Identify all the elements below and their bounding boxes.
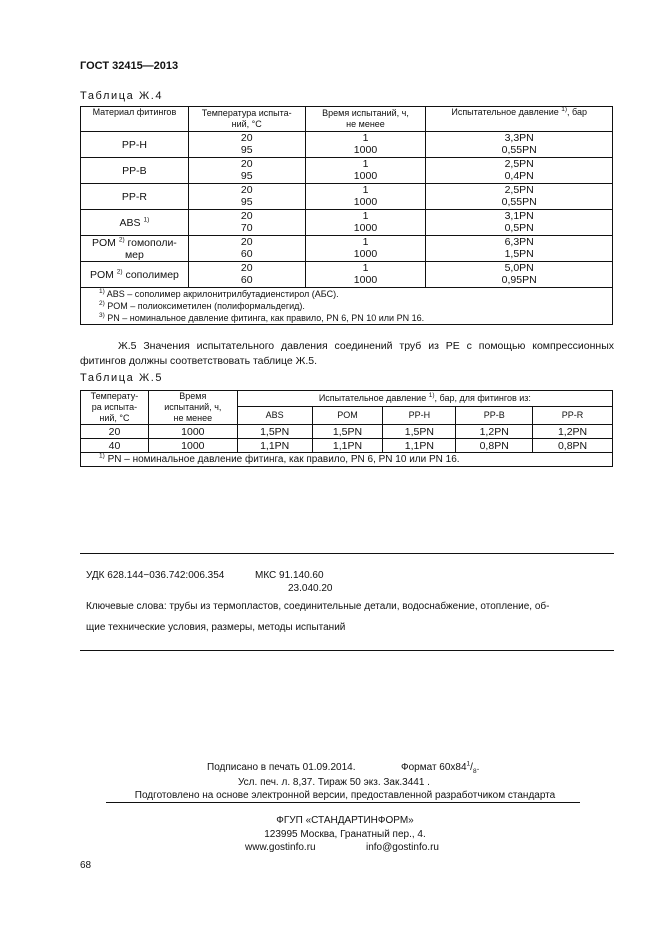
imprint-prepared: Подготовлено на основе электронной версии, предоставленной разработчиком стандарта	[134, 790, 556, 801]
footnote: $^{3)}$ PN – номинальное давление фитинга, как правило, PN 6, PN 10 или PN 16.	[99, 312, 425, 323]
cell-pressure: 1,1PN	[237, 439, 312, 453]
col-header-material-pom: POM	[312, 407, 383, 425]
cell-temperature: 20	[81, 425, 149, 439]
cell-pressure: 1,1PN	[383, 439, 456, 453]
cell-pressure: 2,5PN 0,4PN	[426, 158, 613, 184]
cell-pressure: 1,5PN	[237, 425, 312, 439]
footnotes-cell	[81, 288, 613, 325]
col-header-material: Материал фитингов	[81, 107, 189, 132]
col-header-temperature: Температу- ра испыта- ний, °С	[81, 391, 149, 425]
col-header-pressure: Испытательное давление $^{1)}$, бар	[426, 107, 613, 132]
footnote: $^{2)}$ POM – полиоксиметилен (полиформальдегид).	[99, 300, 305, 311]
cell-pressure: 3,3PN 0,55PN	[426, 132, 613, 158]
imprint-rule	[106, 802, 580, 803]
cell-temperature: 20 95	[188, 184, 305, 210]
mks-code-2: 23.040.20	[288, 583, 333, 594]
cell-material: PP-R	[81, 184, 189, 210]
table-footnotes	[81, 453, 613, 467]
table-row	[81, 132, 613, 158]
paragraph-zh5: Ж.5 Значения испытательного давления соединений труб из PE с помощью компрессионных фитингов должны соответствовать таблице Ж.5.	[80, 340, 614, 367]
cell-time: 1 1000	[305, 132, 426, 158]
cell-material: ABS $^{1)}$	[81, 210, 189, 236]
imprint-print-info: Усл. печ. л. 8,37. Тираж 50 экз. Зак.3441 .	[238, 777, 430, 788]
cell-time: 1000	[148, 425, 237, 439]
col-header-material-abs: ABS	[237, 407, 312, 425]
cell-temperature: 20 95	[188, 158, 305, 184]
table-footnotes	[81, 288, 613, 325]
table-row	[81, 262, 613, 288]
col-header-material-pp-b: PP-B	[456, 407, 533, 425]
table-row	[81, 210, 613, 236]
section-divider	[80, 650, 614, 651]
cell-material: PP-B	[81, 158, 189, 184]
cell-temperature: 20 60	[188, 236, 305, 262]
col-header-time: Время испытаний, ч, не менее	[305, 107, 426, 132]
cell-time: 1 1000	[305, 236, 426, 262]
cell-pressure: 1,5PN	[383, 425, 456, 439]
keywords-line1: Ключевые слова: трубы из термопластов, соединительные детали, водоснабжение, отопление, об-	[86, 601, 550, 612]
cell-pressure: 1,1PN	[312, 439, 383, 453]
col-header-material-pp-h: PP-H	[383, 407, 456, 425]
col-header-temperature: Температура испыта- ний, °С	[188, 107, 305, 132]
table-zh5	[80, 390, 613, 467]
table-row	[81, 236, 613, 262]
publisher-email[interactable]: info@gostinfo.ru	[366, 842, 439, 853]
udk-code: УДК 628.144−036.742:006.354	[86, 570, 225, 581]
cell-material: PP-H	[81, 132, 189, 158]
table-zh4	[80, 106, 613, 325]
imprint-signed: Подписано в печать 01.09.2014.	[207, 762, 356, 773]
cell-pressure: 0,8PN	[533, 439, 613, 453]
cell-temperature: 20 60	[188, 262, 305, 288]
document-header: ГОСТ 32415—2013	[80, 60, 179, 72]
cell-pressure: 1,2PN	[456, 425, 533, 439]
table4-caption: Таблица Ж.4	[80, 90, 164, 102]
cell-temperature: 20 95	[188, 132, 305, 158]
cell-temperature: 20 70	[188, 210, 305, 236]
cell-pressure: 6,3PN 1,5PN	[426, 236, 613, 262]
cell-material: POM $^{2)}$ гомополи- мер	[81, 236, 189, 262]
keywords-line2: щие технические условия, размеры, методы испытаний	[86, 622, 346, 633]
page-number: 68	[80, 860, 92, 871]
footnote: $^{1)}$ PN – номинальное давление фитинга, как правило, PN 6, PN 10 или PN 16.	[81, 453, 613, 467]
col-header-pressure: Испытательное давление $^{1)}$, бар, для фитингов из:	[237, 391, 612, 407]
col-header-time: Время испытаний, ч, не менее	[148, 391, 237, 425]
cell-pressure: 1,5PN	[312, 425, 383, 439]
cell-pressure: 0,8PN	[456, 439, 533, 453]
cell-pressure: 3,1PN 0,5PN	[426, 210, 613, 236]
mks-code: МКС 91.140.60	[255, 570, 324, 581]
cell-pressure: 1,2PN	[533, 425, 613, 439]
cell-time: 1 1000	[305, 262, 426, 288]
cell-time: 1 1000	[305, 158, 426, 184]
section-divider	[80, 553, 614, 554]
cell-material: POM $^{2)}$ сополимер	[81, 262, 189, 288]
table4-header-row	[81, 107, 613, 132]
table5-caption: Таблица Ж.5	[80, 372, 164, 384]
footnote: $^{1)}$ ABS – сополимер акрилонитрилбутадиенстирол (АБС).	[99, 288, 339, 299]
col-header-material-pp-r: PP-R	[533, 407, 613, 425]
cell-time: 1000	[148, 439, 237, 453]
imprint-format: Формат $60x84^1/_8$.	[401, 760, 480, 775]
table-row	[81, 158, 613, 184]
table5-header-row	[81, 391, 613, 407]
cell-pressure: 5,0PN 0,95PN	[426, 262, 613, 288]
cell-temperature: 40	[81, 439, 149, 453]
table-row	[81, 439, 613, 453]
table-row	[81, 425, 613, 439]
publisher-address: 123995 Москва, Гранатный пер., 4.	[264, 829, 426, 840]
cell-time: 1 1000	[305, 184, 426, 210]
publisher-website[interactable]: www.gostinfo.ru	[245, 842, 316, 853]
cell-pressure: 2,5PN 0,55PN	[426, 184, 613, 210]
cell-time: 1 1000	[305, 210, 426, 236]
publisher-name: ФГУП «СТАНДАРТИНФОРМ»	[276, 815, 414, 826]
table-row	[81, 184, 613, 210]
